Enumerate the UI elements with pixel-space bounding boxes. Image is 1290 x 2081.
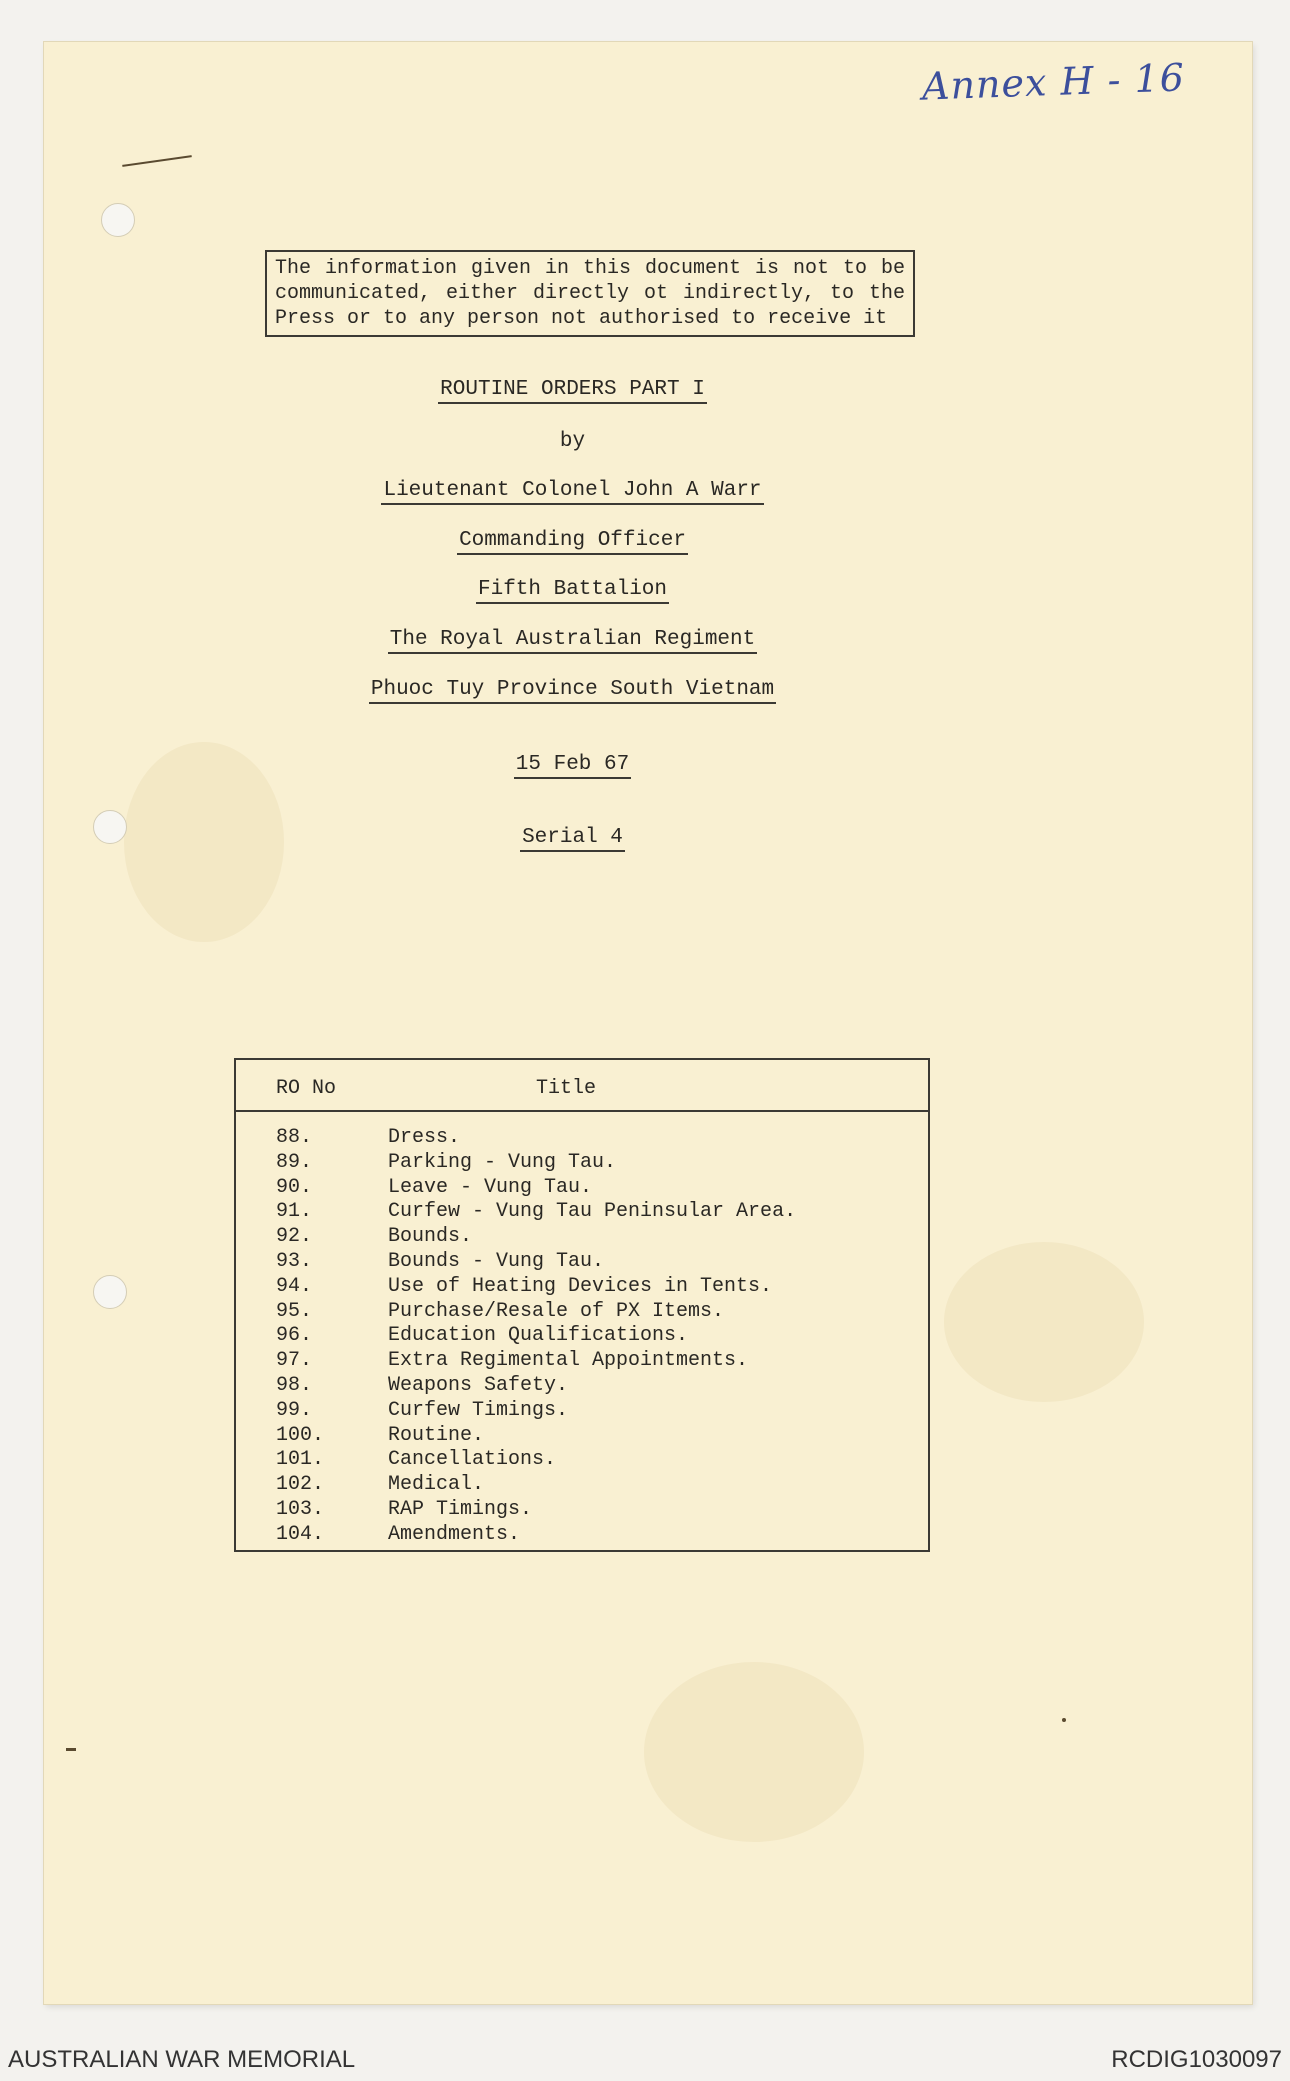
table-row [236, 1300, 928, 1325]
ro-title: Curfew Timings. [388, 1398, 569, 1422]
ro-title: Use of Heating Devices in Tents. [388, 1274, 773, 1298]
ink-mark [1062, 1718, 1066, 1722]
table-body [236, 1126, 928, 1548]
footer-source: AUSTRALIAN WAR MEMORIAL [8, 2046, 356, 2073]
table-row [236, 1324, 928, 1349]
table-row [236, 1126, 928, 1151]
table-row [236, 1473, 928, 1498]
heading-date: 15 Feb 67 [0, 753, 1145, 776]
table-row [236, 1250, 928, 1275]
table-row [236, 1349, 928, 1374]
ro-title: Weapons Safety. [388, 1373, 569, 1397]
ro-number: 92. [276, 1225, 313, 1249]
ink-mark [66, 1748, 76, 1751]
table-row [236, 1176, 928, 1201]
ro-number: 104. [276, 1522, 325, 1546]
ro-number: 89. [276, 1150, 313, 1174]
ro-number: 97. [276, 1349, 313, 1373]
table-row [236, 1225, 928, 1250]
paper-stain [944, 1242, 1144, 1402]
ro-title: Leave - Vung Tau. [388, 1175, 593, 1199]
ro-number: 101. [276, 1448, 325, 1472]
ro-title: Curfew - Vung Tau Peninsular Area. [388, 1200, 797, 1224]
routine-orders-table [234, 1058, 930, 1552]
ro-number: 94. [276, 1274, 313, 1298]
ro-title: Dress. [388, 1126, 461, 1149]
table-header [236, 1060, 928, 1112]
ro-number: 90. [276, 1175, 313, 1199]
punch-hole [93, 1275, 127, 1309]
table-row [236, 1498, 928, 1523]
table-row [236, 1200, 928, 1225]
heading-by: by [559, 430, 586, 453]
paper-stain [644, 1662, 864, 1842]
table-row [236, 1399, 928, 1424]
heading-unit: Fifth Battalion [0, 578, 1145, 601]
ro-title: Routine. [388, 1423, 485, 1447]
heading-title: ROUTINE ORDERS PART I [0, 378, 1145, 401]
table-row [236, 1448, 928, 1473]
table-row [236, 1424, 928, 1449]
punch-hole [101, 203, 135, 237]
table-row [236, 1275, 928, 1300]
ro-title: Bounds. [388, 1225, 473, 1249]
ro-number: 102. [276, 1473, 325, 1497]
column-header-ro-no: RO No [276, 1077, 337, 1100]
ro-number: 103. [276, 1497, 325, 1521]
ro-title: Purchase/Resale of PX Items. [388, 1299, 725, 1323]
table-row [236, 1151, 928, 1176]
ro-title: Parking - Vung Tau. [388, 1150, 617, 1174]
ro-title: RAP Timings. [388, 1497, 533, 1521]
handwritten-annotation: Annex H - 16 [921, 55, 1186, 109]
ro-title: Extra Regimental Appointments. [388, 1349, 749, 1373]
ro-title: Bounds - Vung Tau. [388, 1249, 605, 1273]
ro-number: 91. [276, 1200, 313, 1224]
ro-number: 96. [276, 1324, 313, 1348]
ro-title: Amendments. [388, 1522, 521, 1546]
heading-role: Commanding Officer [0, 529, 1145, 552]
ro-title: Medical. [388, 1473, 485, 1497]
footer-id: RCDIG1030097 [1111, 2046, 1282, 2073]
heading-name: Lieutenant Colonel John A Warr [0, 479, 1145, 502]
ro-number: 88. [276, 1126, 313, 1149]
ro-number: 98. [276, 1373, 313, 1397]
ro-title: Cancellations. [388, 1448, 557, 1472]
ro-number: 100. [276, 1423, 325, 1447]
heading-location: Phuoc Tuy Province South Vietnam [0, 678, 1145, 701]
table-row [236, 1523, 928, 1548]
table-row [236, 1374, 928, 1399]
ro-title: Education Qualifications. [388, 1324, 689, 1348]
ro-number: 95. [276, 1299, 313, 1323]
ro-number: 93. [276, 1249, 313, 1273]
security-notice: The information given in this document is not to be communicated, either directly ot indirectly, to the Press or to any person not authorised to receive it [265, 250, 915, 337]
heading-serial: Serial 4 [0, 826, 1145, 849]
ro-number: 99. [276, 1398, 313, 1422]
column-header-title: Title [536, 1077, 597, 1100]
heading-regiment: The Royal Australian Regiment [0, 628, 1145, 651]
